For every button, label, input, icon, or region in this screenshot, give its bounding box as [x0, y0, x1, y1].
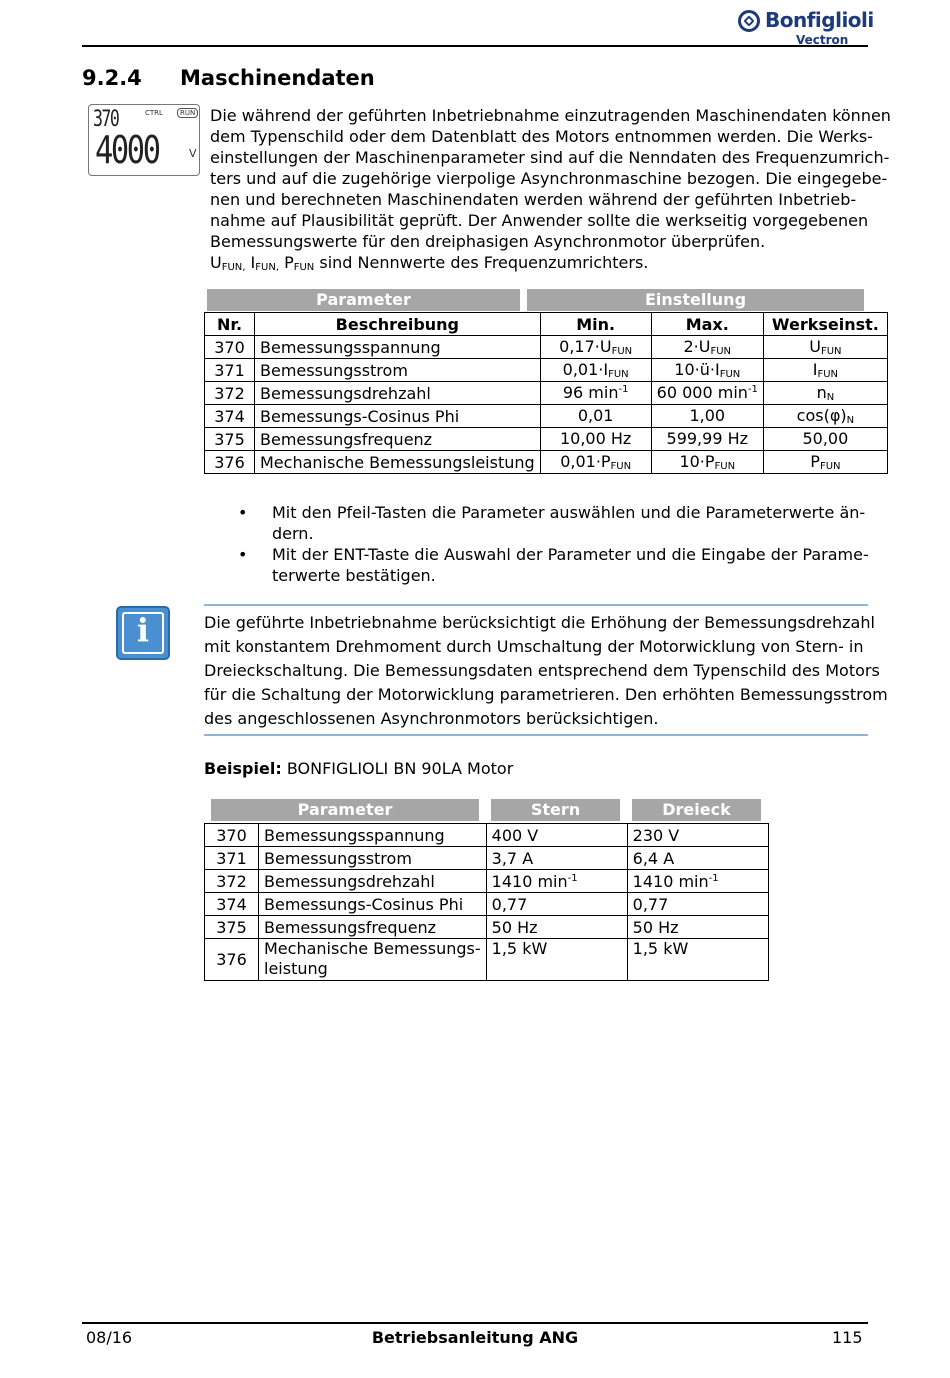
- table1-cell-min: [540, 405, 651, 428]
- cell-subscript: FUN: [608, 369, 629, 380]
- table1-column-header: Max.: [651, 313, 763, 336]
- table2-cell-dreieck: 1,5 kW: [627, 939, 768, 981]
- table1-cell-desc: Mechanische Bemessungsleistung: [255, 451, 541, 474]
- table1-column-header: Werkseinst.: [763, 313, 887, 336]
- table1-cell-desc: Bemessungsstrom: [255, 359, 541, 382]
- table2-cell-nr: 375: [205, 916, 259, 939]
- cell-value: 10·P: [679, 452, 715, 471]
- cell-value: 50 Hz: [632, 917, 679, 937]
- table1-cell-nr: 376: [205, 451, 255, 474]
- table2-cell-desc: Bemessungsfrequenz: [259, 916, 487, 939]
- list-item: [238, 544, 869, 586]
- table2-cell-dreieck: [627, 893, 768, 916]
- cell-value: 2·U: [683, 337, 711, 356]
- table-row: [205, 939, 769, 981]
- intro-line: nen und berechneten Maschinendaten werden während der geführten Inbetrieb-: [210, 190, 857, 209]
- cell-superscript: -1: [708, 872, 719, 884]
- intro-line: ters und auf die zugehörige vierpolige Asynchronmaschine bezogen. Die eingegebe-: [210, 169, 888, 188]
- cell-value: 0,77: [491, 894, 528, 914]
- table1-cell-desc: Bemessungs-Cosinus Phi: [255, 405, 541, 428]
- display-run-label: RUN: [177, 108, 198, 118]
- table2-cell-dreieck: [627, 916, 768, 939]
- cell-value: P: [810, 452, 820, 471]
- table1-cell-desc: Bemessungsfrequenz: [255, 428, 541, 451]
- table2-header-parameter: Parameter: [211, 799, 479, 821]
- table1-cell-min: [540, 382, 651, 405]
- intro-line: Die während der geführten Inbetriebnahme einzutragenden Maschinendaten können: [210, 106, 891, 125]
- cell-value: I: [812, 360, 818, 379]
- cell-value: 96 min: [562, 383, 619, 402]
- note-top-rule: [204, 604, 868, 606]
- table1-group-einstellung: Einstellung: [527, 289, 864, 311]
- table1-cell-desc: Bemessungsspannung: [255, 336, 541, 359]
- table2-cell-stern: 1,5 kW: [486, 939, 627, 981]
- table1-cell-desc: Bemessungsdrehzahl: [255, 382, 541, 405]
- display-parameter-number: 370: [93, 107, 119, 132]
- display-unit: V: [189, 147, 197, 160]
- table1-cell-default: [763, 336, 887, 359]
- i-fun-sub: FUN,: [255, 262, 279, 273]
- cell-value: 0,01·P: [560, 452, 611, 471]
- table1-cell-min: [540, 428, 651, 451]
- table-row: [205, 428, 888, 451]
- table1-cell-default: [763, 382, 887, 405]
- table-row: [205, 916, 769, 939]
- table2-cell-stern: [486, 870, 627, 893]
- cell-value: 60 000 min: [656, 383, 748, 402]
- table2-cell-dreieck: [627, 824, 768, 847]
- cell-subscript: FUN: [819, 461, 841, 472]
- bonfiglioli-logo: [736, 6, 874, 48]
- intro-line: nahme auf Plausibilität geprüft. Der Anwender sollte die werkseitig vorgegebenen: [210, 211, 869, 230]
- cell-value: 230 V: [632, 825, 680, 845]
- table1-cell-max: [651, 382, 763, 405]
- display-ctrl-label: CTRL: [145, 109, 163, 117]
- table1-cell-max: [651, 359, 763, 382]
- cell-subscript: FUN: [714, 461, 736, 472]
- cell-subscript: FUN: [820, 346, 842, 357]
- footer-date: 08/16: [86, 1328, 133, 1347]
- table-row: [205, 451, 888, 474]
- cell-value: 1410 min: [491, 871, 568, 891]
- table1-cell-max: [651, 451, 763, 474]
- table-row: [205, 824, 769, 847]
- section-heading: [82, 66, 375, 90]
- table1-column-header: Min.: [540, 313, 651, 336]
- table1-group-parameter: Parameter: [207, 289, 520, 311]
- footer-page-number: 115: [832, 1328, 863, 1347]
- note-line: Die geführte Inbetriebnahme berücksichtigt die Erhöhung der Bemessungsdrehzahl: [204, 613, 875, 632]
- table1-cell-default: [763, 405, 887, 428]
- note-bottom-rule: [204, 734, 868, 736]
- table2-cell-desc: [259, 939, 487, 981]
- table2-cell-dreieck: [627, 870, 768, 893]
- table1-cell-min: [540, 359, 651, 382]
- table2-cell-desc: Bemessungs-Cosinus Phi: [259, 893, 487, 916]
- instruction-list: [238, 502, 869, 586]
- cell-value: 50,00: [802, 429, 849, 448]
- list-item-line: dern.: [272, 524, 314, 543]
- table1-cell-max: [651, 405, 763, 428]
- note-line: Dreieckschaltung. Die Bemessungsdaten entsprechend dem Typenschild des Motors: [204, 661, 880, 680]
- table1-cell-default: [763, 451, 887, 474]
- fun-line-rest: sind Nennwerte des Frequenzumrichters.: [314, 253, 649, 272]
- note-line: mit konstantem Drehmoment durch Umschaltung der Motorwicklung von Stern- in: [204, 637, 864, 656]
- cell-value: 400 V: [491, 825, 539, 845]
- cell-value: 10·ü·I: [674, 360, 720, 379]
- intro-line: Bemessungswerte für den dreiphasigen Asynchronmotor überprüfen.: [210, 232, 766, 251]
- cell-subscript: FUN: [719, 369, 741, 380]
- fun-line: [210, 252, 648, 278]
- table1-cell-min: [540, 451, 651, 474]
- header-rule: [82, 45, 868, 47]
- table1-cell-nr: 372: [205, 382, 255, 405]
- table2-cell-stern: [486, 893, 627, 916]
- cell-value: 3,7 A: [491, 848, 534, 868]
- table-row: [205, 847, 769, 870]
- cell-subscript: FUN: [710, 346, 732, 357]
- cell-line: Mechanische Bemessungs-: [264, 939, 481, 958]
- example-table: [204, 823, 769, 981]
- example-label: Beispiel:: [204, 759, 282, 778]
- cell-superscript: -1: [747, 384, 758, 395]
- table2-cell-nr: 370: [205, 824, 259, 847]
- cell-subscript: FUN: [611, 346, 633, 357]
- cell-value: 1,00: [689, 406, 726, 425]
- table2-cell-nr: 376: [205, 939, 259, 981]
- table1-cell-nr: 374: [205, 405, 255, 428]
- cell-line: leistung: [264, 959, 328, 978]
- cell-value: U: [809, 337, 821, 356]
- list-item-line: terwerte bestätigen.: [272, 566, 436, 585]
- table2-cell-stern: [486, 916, 627, 939]
- table1-cell-nr: 375: [205, 428, 255, 451]
- table1-cell-nr: 370: [205, 336, 255, 359]
- list-item: [238, 502, 866, 544]
- display-value: 4000: [95, 128, 159, 172]
- cell-value: 1410 min: [632, 871, 709, 891]
- cell-superscript: -1: [567, 872, 578, 884]
- section-number: 9.2.4: [82, 66, 142, 90]
- cell-value: cos(φ): [796, 406, 847, 425]
- list-item-line: • Mit der ENT-Taste die Auswahl der Parameter und die Eingabe der Parame-: [272, 545, 869, 564]
- intro-line: dem Typenschild oder dem Datenblatt des Motors entnommen werden. Die Werks-: [210, 127, 873, 146]
- table-row: [205, 336, 888, 359]
- i-fun: I: [245, 253, 256, 272]
- u-fun: U: [210, 253, 222, 272]
- table2-header-stern: Stern: [491, 799, 620, 821]
- p-fun: P: [279, 253, 294, 272]
- cell-value: 6,4 A: [632, 848, 675, 868]
- table1-cell-default: [763, 359, 887, 382]
- cell-value: n: [816, 383, 827, 402]
- cell-value: 0,01·I: [562, 360, 609, 379]
- table2-header-dreieck: Dreieck: [632, 799, 761, 821]
- table1-column-header: Nr.: [205, 313, 255, 336]
- intro-paragraph: [210, 105, 891, 252]
- cell-subscript: FUN: [610, 461, 632, 472]
- note-line: für die Schaltung der Motorwicklung parametrieren. Den erhöhten Bemessungsstrom: [204, 685, 888, 704]
- logo-sub: Vectron: [796, 33, 849, 47]
- cell-subscript: FUN: [817, 369, 839, 380]
- table2-cell-stern: [486, 824, 627, 847]
- keypad-display: [88, 104, 200, 176]
- u-fun-sub: FUN,: [221, 262, 246, 273]
- list-item-line: • Mit den Pfeil-Tasten die Parameter auswählen und die Parameterwerte än-: [272, 503, 866, 522]
- cell-value: 599,99 Hz: [666, 429, 749, 448]
- table1-cell-nr: 371: [205, 359, 255, 382]
- logo-icon: [738, 10, 760, 32]
- table-row: [205, 359, 888, 382]
- footer-rule: [82, 1322, 868, 1324]
- intro-line: einstellungen der Maschinenparameter sind auf die Nenndaten des Frequenzumrich-: [210, 148, 890, 167]
- table2-cell-nr: 372: [205, 870, 259, 893]
- table1-cell-max: [651, 428, 763, 451]
- cell-value: 0,01: [577, 406, 614, 425]
- logo-name: Bonfiglioli: [765, 8, 874, 32]
- table2-cell-desc: Bemessungsdrehzahl: [259, 870, 487, 893]
- table-row: [205, 382, 888, 405]
- table2-cell-desc: Bemessungsstrom: [259, 847, 487, 870]
- note-paragraph: [204, 611, 888, 731]
- table-row: [205, 870, 769, 893]
- table1-column-header: Beschreibung: [255, 313, 541, 336]
- table2-cell-nr: 374: [205, 893, 259, 916]
- info-icon: i: [116, 606, 170, 660]
- table2-cell-desc: Bemessungsspannung: [259, 824, 487, 847]
- cell-subscript: N: [826, 392, 835, 403]
- cell-value: 0,77: [632, 894, 669, 914]
- table-row: [205, 893, 769, 916]
- table1-cell-max: [651, 336, 763, 359]
- table1-cell-min: [540, 336, 651, 359]
- cell-subscript: N: [846, 415, 855, 426]
- cell-value: 0,17·U: [559, 337, 612, 356]
- cell-superscript: -1: [618, 384, 629, 395]
- table1-header-row: [205, 313, 888, 336]
- example-text: BONFIGLIOLI BN 90LA Motor: [281, 759, 514, 778]
- example-line: [204, 758, 513, 779]
- table2-cell-stern: [486, 847, 627, 870]
- note-line: des angeschlossenen Asynchronmotors berücksichtigen.: [204, 709, 659, 728]
- table2-cell-dreieck: [627, 847, 768, 870]
- section-title: Maschinendaten: [180, 66, 375, 90]
- table1-cell-default: [763, 428, 887, 451]
- cell-value: 50 Hz: [491, 917, 538, 937]
- parameter-table: [204, 312, 888, 474]
- table-row: [205, 405, 888, 428]
- cell-value: 10,00 Hz: [559, 429, 632, 448]
- table2-cell-nr: 371: [205, 847, 259, 870]
- p-fun-sub: FUN: [293, 262, 315, 273]
- footer-title: Betriebsanleitung ANG: [371, 1328, 579, 1347]
